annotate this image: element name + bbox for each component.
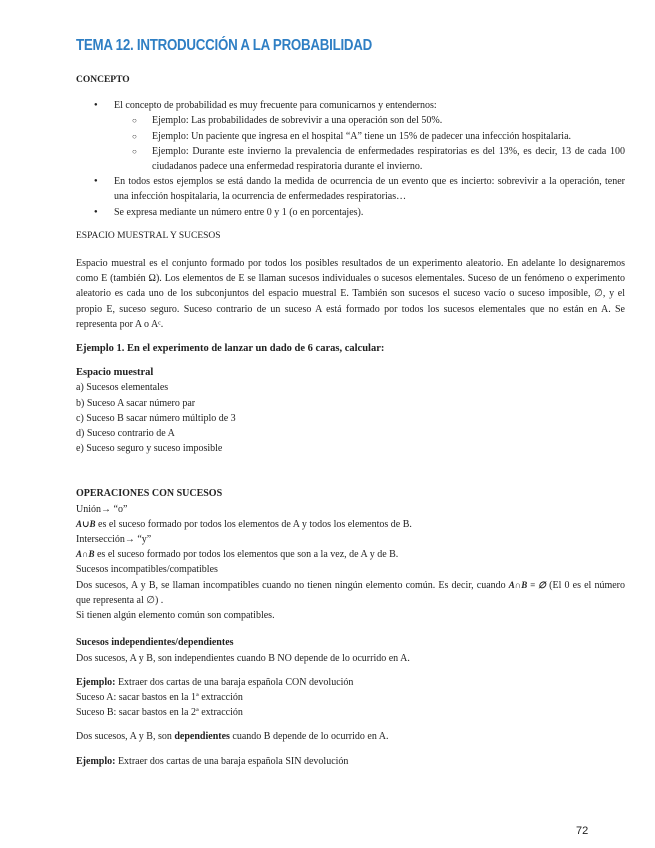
- page-title: TEMA 12. INTRODUCCIÓN A LA PROBABILIDAD: [76, 37, 373, 54]
- list-item: ● En todos estos ejemplos se está dando la medida de ocurrencia de un evento que es incierto: sobrevivir a la operación, tener una infección hospitalaria, la ocurrencia de enfermedades respiratorias…: [76, 174, 625, 204]
- example-item: d) Suceso contrario de A: [76, 428, 175, 440]
- sub-list-item: ○ Ejemplo: Durante este invierno la prevalencia de enfermedades respiratorias es del 13%, es decir, 13 de cada 100 ciudadanos padece una enfermedad respiratoria durante el invierno.: [114, 144, 625, 174]
- dependent-bold: dependientes: [174, 731, 230, 743]
- intersection-label: Intersección→ “y”: [76, 534, 152, 546]
- example-1-heading: Ejemplo 1. En el experimento de lanzar un dado de 6 caras, calcular:: [76, 343, 385, 355]
- dependent-text-end: cuando B depende de lo ocurrido en A.: [229, 731, 389, 743]
- espacio-paragraph: Espacio muestral es el conjunto formado por todos los posibles resultados de un experimento aleatorio. En adelante lo designaremos como E (también Ω). Los elementos de E se llaman sucesos individuales o sucesos elementales. Suceso de un fenómeno o experimento aleatorio es cada uno de los subconjuntos del espacio muestral E. También son sucesos el suceso vacío o suceso imposible, ∅, y el propio E, suceso seguro. Suceso contrario de un suceso A está formado por todos los sucesos elementales que no están en A. Se representa por A o Aᶜ.: [76, 258, 625, 330]
- concepto-list: [76, 98, 625, 220]
- incompatible-text: Dos sucesos, A y B, se llaman incompatibles cuando no tienen ningún elemento común. Es decir, cuando: [76, 579, 509, 591]
- section-heading-independientes: Sucesos independientes/dependientes: [76, 637, 234, 649]
- example-1-subheading: Espacio muestral: [76, 367, 154, 379]
- sub-list: [114, 113, 625, 174]
- independent-example-line: Suceso B: sacar bastos en la 2ª extracción: [76, 707, 243, 719]
- example-label: Ejemplo:: [76, 676, 116, 688]
- independent-definition: Dos sucesos, A y B, son independientes cuando B NO depende de lo ocurrido en A.: [76, 652, 410, 664]
- section-heading-espacio: ESPACIO MUESTRAL Y SUCESOS: [76, 230, 221, 241]
- union-text: es el suceso formado por todos los elementos de A y todos los elementos de B.: [95, 518, 412, 530]
- list-item-text: El concepto de probabilidad es muy frecuente para comunicarnos y entendernos:: [114, 100, 437, 112]
- union-definition: [76, 517, 625, 532]
- sub-list-item: ○ Ejemplo: Un paciente que ingresa en el hospital “A” tiene un 15% de padecer una infección hospitalaria.: [114, 129, 625, 144]
- intersection-text: es el suceso formado por todos los elementos que son a la vez, de A y de B.: [94, 549, 399, 561]
- example-item: e) Suceso seguro y suceso imposible: [76, 443, 223, 455]
- union-label: Unión→ “o”: [76, 503, 128, 515]
- sub-list-item: ○ Ejemplo: Las probabilidades de sobrevivir a una operación son del 50%.: [114, 113, 625, 128]
- independent-example-line: Suceso A: sacar bastos en la 1ª extracción: [76, 691, 243, 703]
- example-item: b) Suceso A sacar número par: [76, 397, 196, 409]
- dependent-definition: [76, 729, 625, 744]
- intersection-definition: [76, 547, 625, 562]
- example-item: a) Sucesos elementales: [76, 382, 169, 394]
- page-number: 72: [576, 825, 589, 837]
- independent-example: [76, 675, 625, 690]
- dependent-example: [76, 754, 625, 769]
- section-heading-concepto: CONCEPTO: [76, 75, 130, 85]
- incompatible-label: Sucesos incompatibles/compatibles: [76, 564, 218, 576]
- dependent-text: Dos sucesos, A y B, son: [76, 731, 175, 743]
- document-body: [76, 73, 625, 769]
- example-text: Extraer dos cartas de una baraja española SIN devolución: [115, 755, 349, 767]
- compatible-definition: Si tienen algún elemento común son compatibles.: [76, 610, 275, 622]
- section-heading-operaciones: OPERACIONES CON SUCESOS: [76, 488, 223, 500]
- intersection-symbol: A∩B: [76, 549, 95, 560]
- example-item: c) Suceso B sacar número múltiplo de 3: [76, 412, 236, 424]
- incompatible-text-end: (El 0 es el número que representa al ∅) .: [76, 579, 625, 606]
- union-symbol: A∪B: [76, 518, 96, 529]
- example-label: Ejemplo:: [76, 755, 116, 767]
- example-text: Extraer dos cartas de una baraja española CON devolución: [115, 676, 354, 688]
- incompatible-definition: [76, 578, 625, 608]
- list-item: ● Se expresa mediante un número entre 0 y 1 (o en porcentajes).: [76, 205, 625, 220]
- incompatible-symbol: A∩B = ∅: [508, 579, 547, 590]
- list-item: [76, 98, 625, 174]
